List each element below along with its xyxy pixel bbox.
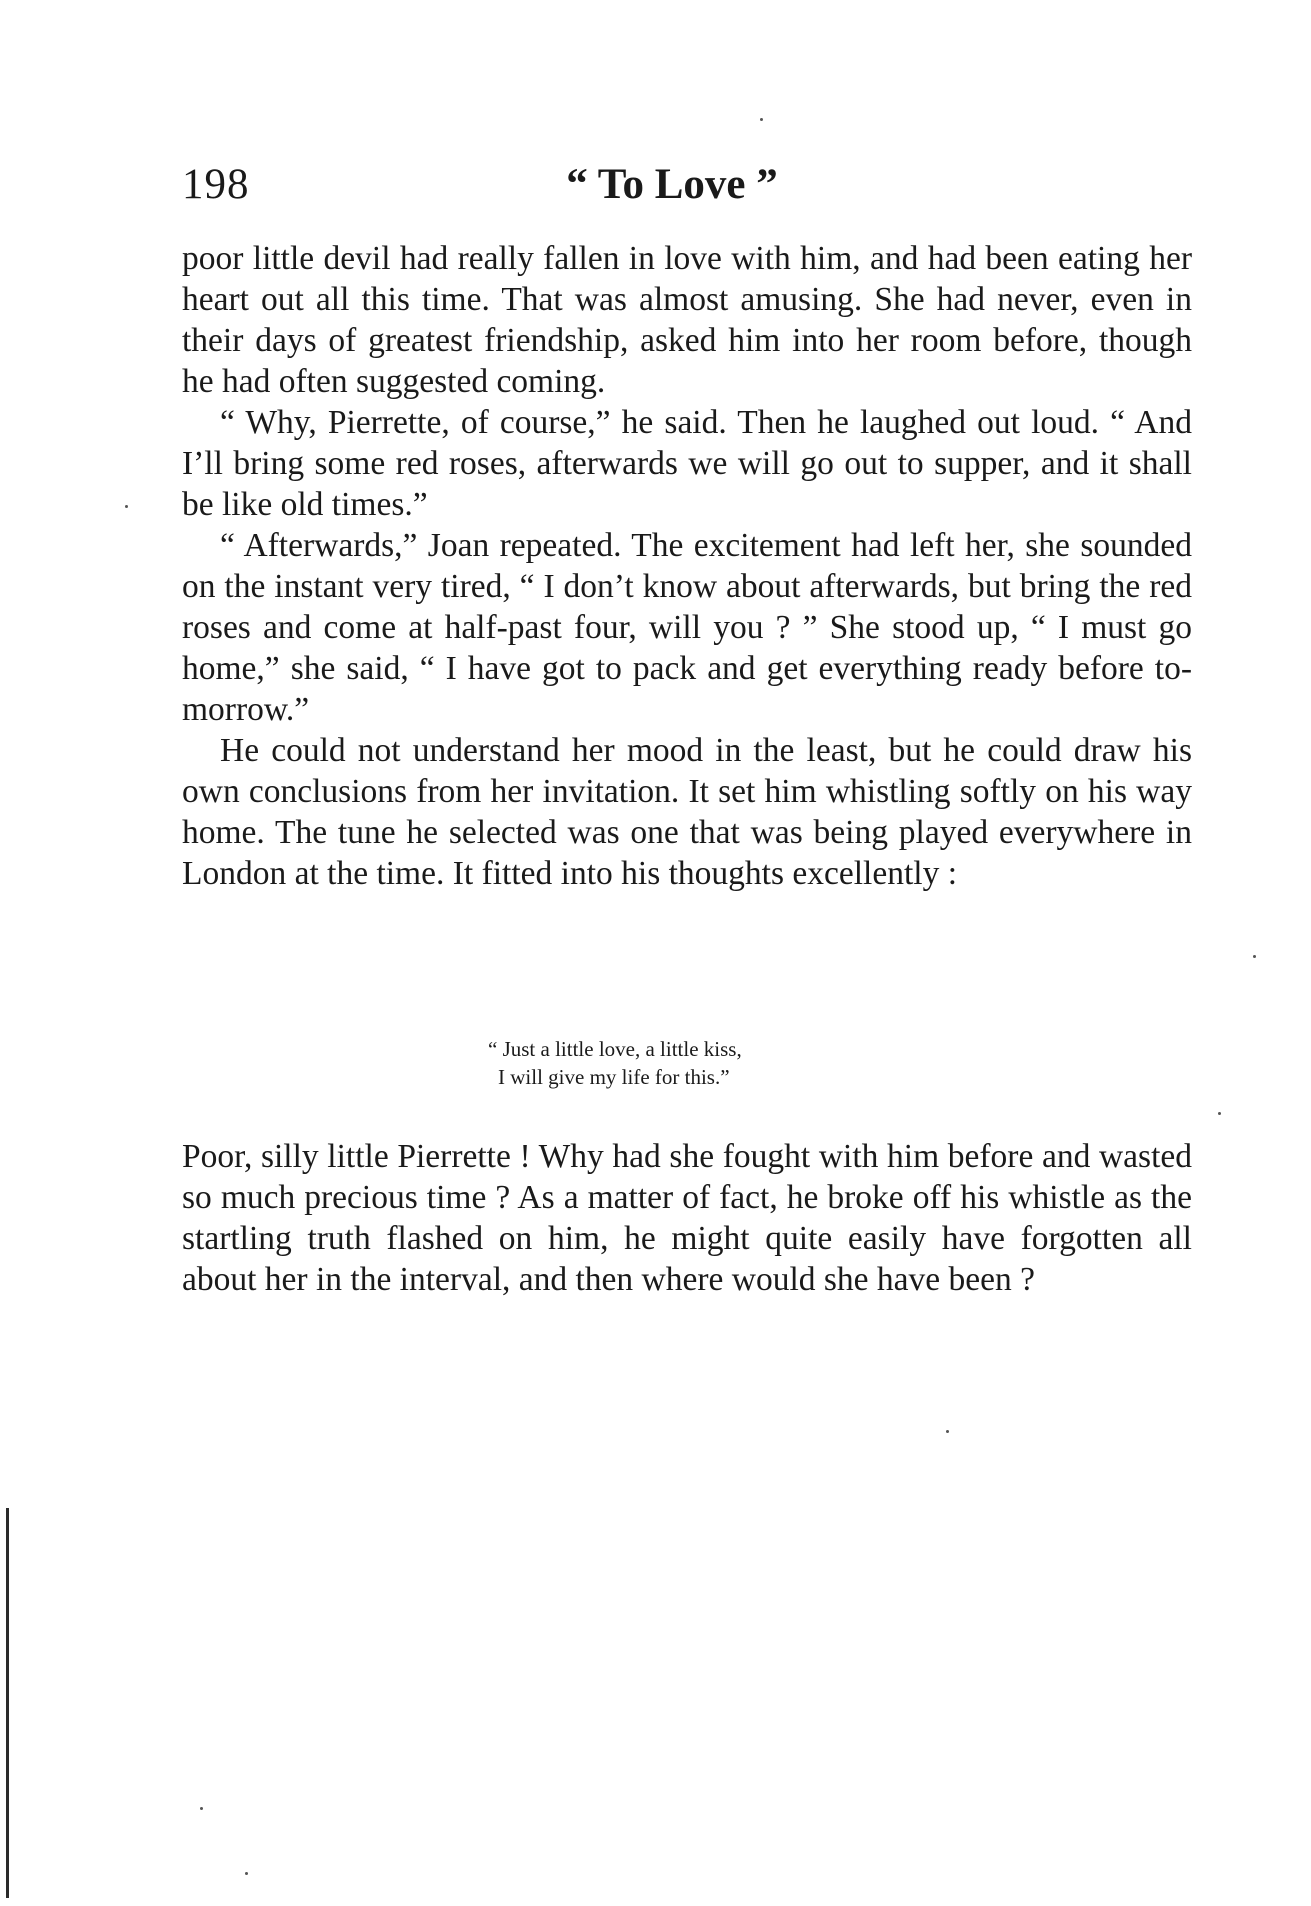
scan-speck	[125, 505, 128, 508]
body-text	[182, 238, 1192, 894]
running-title: “ To Love ”	[566, 161, 778, 208]
scan-speck	[245, 1872, 248, 1875]
scan-speck	[1218, 1112, 1221, 1115]
closing-paragraph: Poor, silly little Pierrette ! Why had she fought with him before and wasted so much precious time ? As a matter of fact, he broke off his whistle as the startling truth flashed on him, he might quite easily have forgotten all about her in the interval, and then where would she have been ?	[182, 1138, 1192, 1298]
scan-edge-line	[6, 1508, 9, 1898]
paragraph-3: “ Afterwards,” Joan repeated. The excitement had left her, she sounded on the instant very tired, “ I don’t know about afterwards, but bring the red roses and come at half-past four, will you ? ” She stood up, “ I must go home,” she said, “ I have got to pack and get everything ready before to-morrow.”	[182, 527, 1192, 728]
page-number: 198	[182, 161, 250, 208]
verse-quote	[182, 1035, 1192, 1091]
closing-text	[182, 1136, 1192, 1300]
page-header	[182, 155, 1192, 215]
scan-speck	[1253, 955, 1256, 958]
paragraph-1: poor little devil had really fallen in love with him, and had been eating her heart out all this time. That was almost amusing. She had never, even in their days of greatest friendship, asked him into her room before, though he had often suggested coming.	[182, 240, 1192, 400]
verse-line-1: “ Just a little love, a little kiss,	[488, 1037, 742, 1061]
paragraph-4: He could not understand her mood in the least, but he could draw his own conclusions from her invitation. It set him whistling softly on his way home. The tune he selected was one that was being played everywhere in London at the time. It fitted into his thoughts excellently :	[182, 732, 1192, 892]
verse-line-2: I will give my life for this.”	[498, 1065, 730, 1089]
scan-speck	[200, 1807, 203, 1810]
scan-speck	[946, 1430, 949, 1433]
scan-speck	[760, 118, 763, 121]
paragraph-2: “ Why, Pierrette, of course,” he said. Then he laughed out loud. “ And I’ll bring some red roses, afterwards we will go out to supper, and it shall be like old times.”	[182, 404, 1192, 523]
